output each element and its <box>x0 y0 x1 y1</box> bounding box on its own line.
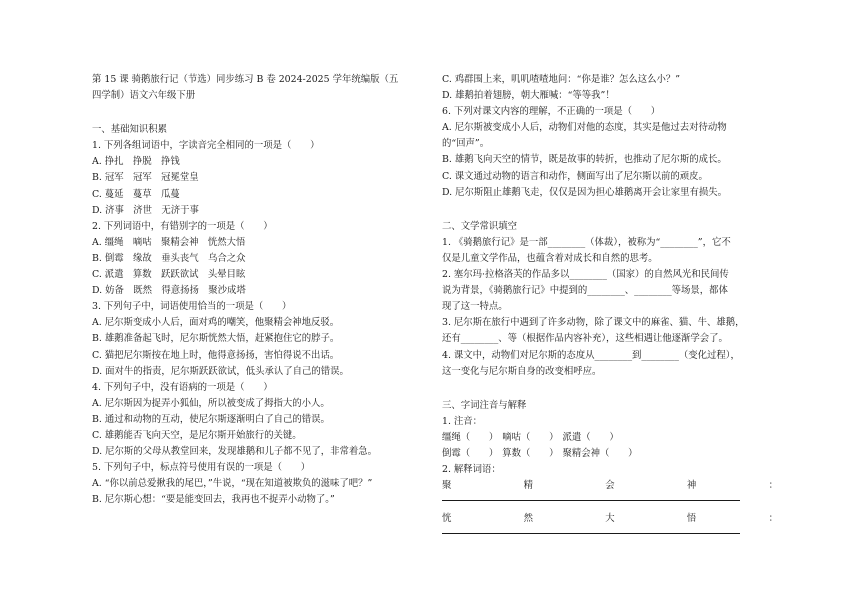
word-char: 聚 <box>442 480 452 492</box>
pinyin-row-2 <box>442 446 782 462</box>
fill-3-line-2: 还有________、等（根据作品内容补充），这些相遇让他逐渐学会了。 <box>442 333 728 345</box>
question-1-option-d: D. 济事 济世 无济于事 <box>92 204 199 216</box>
question-6-option-a-line-2: 的“回声”。 <box>442 138 490 150</box>
question-1-option-a: A. 挣扎 挣脱 挣钱 <box>92 156 180 168</box>
question-5-option-b: B. 尼尔斯心想：“要是能变回去，我再也不捉弄小动物了。” <box>92 494 335 506</box>
definition-word-2 <box>442 511 782 527</box>
pinyin-row-1 <box>442 430 782 446</box>
question-3-option-c: C. 猫把尼尔斯按在地上时，他得意扬扬，害怕得说不出话。 <box>92 349 340 361</box>
fill-3-line-1: 3. 尼尔斯在旅行中遇到了许多动物，除了课文中的麻雀、猫、牛、雄鹅， <box>442 317 745 329</box>
definition-word-1 <box>442 478 782 494</box>
word-char: 然 <box>523 513 534 525</box>
section-2-heading: 二、文学常识填空 <box>442 220 518 232</box>
question-4-option-b: B. 通过和动物的互动，使尼尔斯逐渐明白了自己的错误。 <box>92 413 330 425</box>
answer-line-2[interactable] <box>442 527 740 534</box>
pinyin-item: 派遣（ ） <box>562 431 619 443</box>
question-6-option-c: C. 课文通过动物的语言和动作，侧面写出了尼尔斯以前的顽皮。 <box>442 170 708 182</box>
question-2-option-b: B. 倒霉 缘故 垂头丧气 乌合之众 <box>92 252 246 264</box>
page-title-line-1: 第 15 课 骑鹅旅行记（节选）同步练习 B 卷 2024-2025 学年统编版（五 <box>92 74 399 85</box>
pinyin-item: 缰绳（ ） <box>442 431 499 443</box>
pinyin-item: 倒霉（ ） <box>442 447 499 459</box>
question-4-option-c: C. 雄鹅能否飞向天空，是尼尔斯开始旅行的关键。 <box>92 429 302 441</box>
question-5: 5. 下列句子中，标点符号使用有误的一项是（ ） <box>92 462 311 474</box>
answer-line-1[interactable] <box>442 494 740 501</box>
fill-1-line-2: 仅是儿童文学作品，也蕴含着对成长和自然的思考。 <box>442 252 658 264</box>
pinyin-heading: 1. 注音： <box>442 415 483 427</box>
question-2-option-d: D. 妨备 既然 得意扬扬 聚沙成塔 <box>92 285 246 297</box>
question-5-option-a: A. “你以前总爱揪我的尾巴，”牛说，“现在知道被欺负的滋味了吧？” <box>92 478 373 490</box>
fill-2-line-3: 现了这一特点。 <box>442 301 508 313</box>
question-1-option-c: C. 蔓延 蔓草 瓜蔓 <box>92 188 180 200</box>
pinyin-item: 算数（ ） <box>502 447 559 459</box>
question-2-option-a: A. 缰绳 嘀咕 聚精会神 恍然大悟 <box>92 236 246 248</box>
right-column <box>442 72 782 544</box>
question-3: 3. 下列句子中，词语使用恰当的一项是（ ） <box>92 301 292 313</box>
fill-1-line-1: 1. 《骑鹅旅行记》是一部________（体裁），被称为“________”，它不 <box>442 236 731 248</box>
fill-4-line-1: 4. 课文中，动物们对尼尔斯的态度从________到________（变化过程）， <box>442 349 740 361</box>
question-4: 4. 下列句子中，没有语病的一项是（ ） <box>92 381 273 393</box>
question-2-option-c: C. 派遣 算数 跃跃欲试 头晕目眩 <box>92 269 246 281</box>
word-char: 精 <box>523 480 534 492</box>
section-3-heading: 三、字词注音与解释 <box>442 399 527 411</box>
question-2: 2. 下列词语中，有错别字的一项是（ ） <box>92 220 273 232</box>
word-char: 神 <box>686 480 697 492</box>
word-char: 会 <box>605 480 615 492</box>
question-5-option-d: D. 雄鹅拍着翅膀，朝大雁喊：“等等我”！ <box>442 90 615 102</box>
question-1: 1. 下列各组词语中，字读音完全相同的一项是（ ） <box>92 140 320 152</box>
section-1-heading: 一、基础知识积累 <box>92 124 168 136</box>
pinyin-item: 聚精会神（ ） <box>562 447 638 459</box>
question-3-option-b: B. 雄鹅准备起飞时，尼尔斯恍然大悟，赶紧抱住它的脖子。 <box>92 333 340 345</box>
pinyin-item: 嘀咕（ ） <box>502 431 559 443</box>
fill-4-line-2: 这一变化与尼尔斯自身的改变相呼应。 <box>442 365 602 377</box>
question-1-option-b: B. 冠军 冠军 冠冕堂皇 <box>92 172 199 184</box>
question-4-option-a: A. 尼尔斯因为捉弄小狐仙，所以被变成了拇指大的小人。 <box>92 397 330 409</box>
word-char: 大 <box>605 513 615 525</box>
page-title-line-2: 四学制）语文六年级下册 <box>92 90 196 102</box>
question-3-option-a: A. 尼尔斯变成小人后，面对鸡的嘲笑，他聚精会神地反驳。 <box>92 317 340 329</box>
question-6-option-a-line-1: A. 尼尔斯被变成小人后，动物们对他的态度，其实是他过去对待动物 <box>442 122 727 134</box>
word-colon: ： <box>768 513 778 525</box>
word-colon: ： <box>768 480 778 492</box>
question-6: 6. 下列对课文内容的理解，不正确的一项是（ ） <box>442 106 661 118</box>
fill-2-line-2: 说为背景，《骑鹅旅行记》中提到的________、________等场景，都体 <box>442 285 728 297</box>
definition-heading: 2. 解释词语： <box>442 464 501 476</box>
question-5-option-c: C. 鸡群围上来，叽叽喳喳地问：“你是谁？怎么这么小？” <box>442 74 681 85</box>
word-char: 悟 <box>686 513 697 525</box>
question-3-option-d: D. 面对牛的指责，尼尔斯跃跃欲试，低头承认了自己的错误。 <box>92 365 349 377</box>
word-char: 恍 <box>442 513 452 525</box>
fill-2-line-1: 2. 塞尔玛·拉格洛芙的作品多以________（国家）的自然风光和民间传 <box>442 269 729 281</box>
question-4-option-d: D. 尼尔斯的父母从教堂回来，发现雄鹅和儿子都不见了，非常着急。 <box>92 446 378 458</box>
question-6-option-d: D. 尼尔斯阻止雄鹅飞走，仅仅是因为担心雄鹅离开会让家里有损失。 <box>442 186 728 198</box>
left-column <box>92 72 430 508</box>
question-6-option-b: B. 雄鹅飞向天空的情节，既是故事的转折，也推动了尼尔斯的成长。 <box>442 154 727 166</box>
